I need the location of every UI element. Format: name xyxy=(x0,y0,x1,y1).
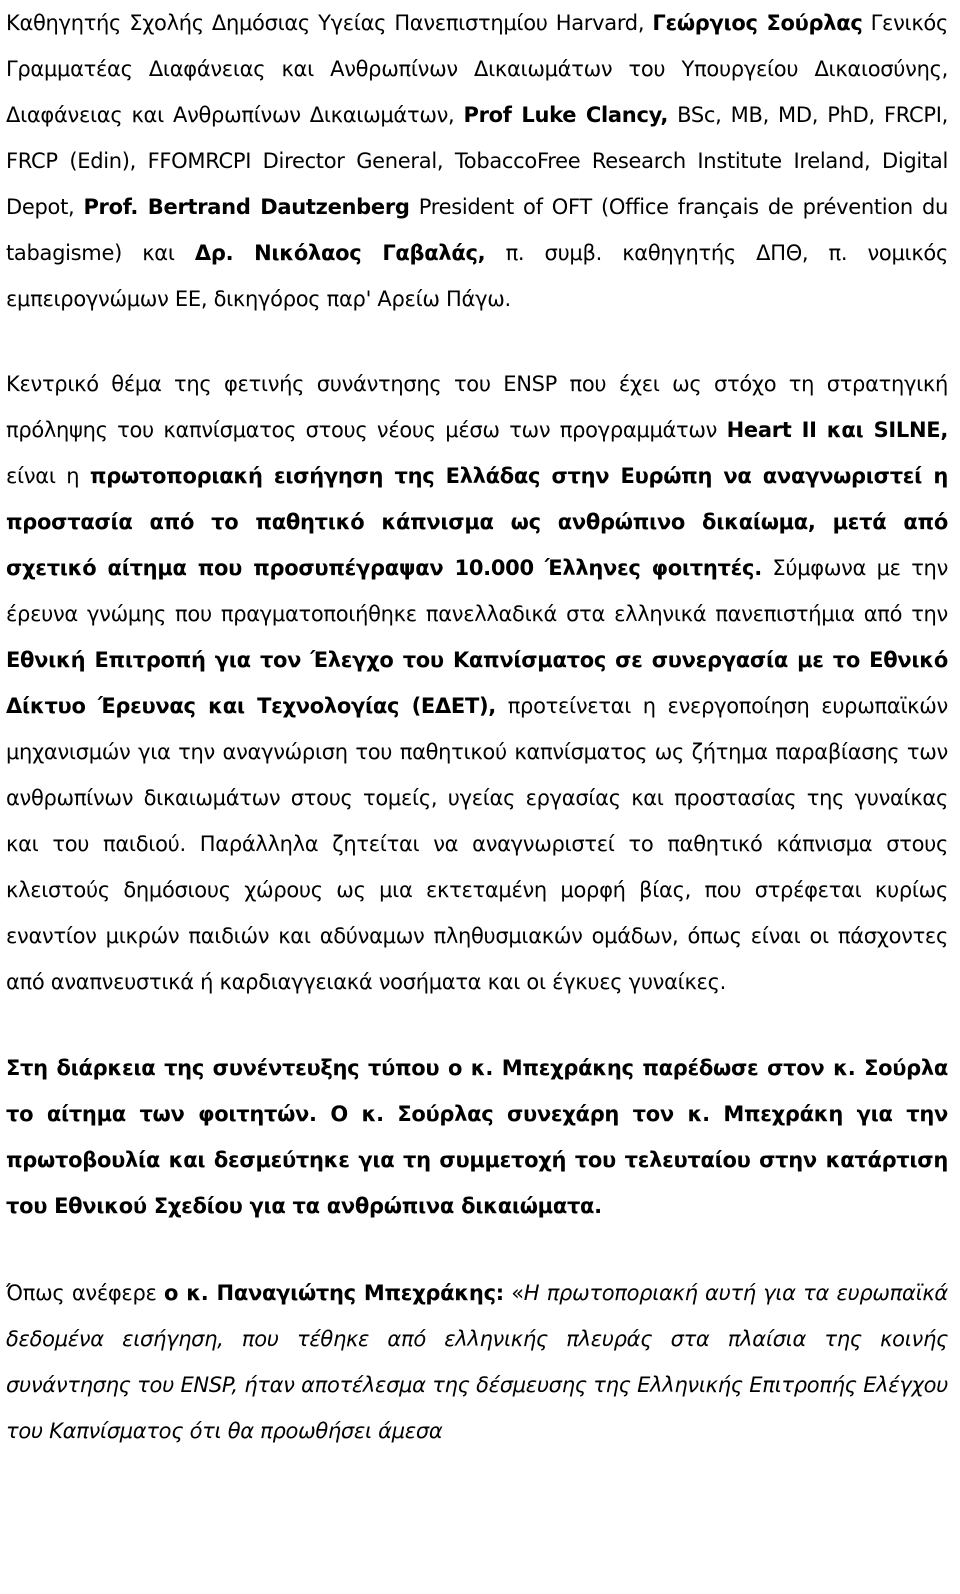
text-run: Γενικός Γραμματέας Διαφάνειας και Ανθρωπίνων Δικαιωμάτων του Υπουργείου Δικαιοσύνης, Διαφάνειας και Ανθρωπίνων Δικαιωμάτων, xyxy=(6,11,948,127)
bold-run: Στη διάρκεια της συνέντευξης τύπου ο κ. Μπεχράκης παρέδωσε στον κ. Σούρλα το αίτημα των φοιτητών. Ο κ. Σούρλας συνεχάρη τον κ. Μπεχράκη για την πρωτοβουλία και δεσμεύτηκε για τη συμμετοχή του τελευταίου στην κατάρτιση του Εθνικού Σχεδίου για τα ανθρώπινα δικαιώματα. xyxy=(6,1056,948,1218)
text-run: Κεντρικό θέμα της φετινής συνάντησης του ENSP που έχει ως στόχο τη στρατηγική πρόληψης του καπνίσματος στους νέους μέσω των προγραμμάτων xyxy=(6,372,948,442)
text-run: BSc, MB, MD, PhD, FRCPI, FRCP (Edin), FFOMRCPI Director General, TobaccoFree Research Institute Ireland, Digital Depot, xyxy=(6,103,948,219)
bold-run: πρωτοποριακή εισήγηση της Ελλάδας στην Ευρώπη να αναγνωριστεί η προστασία από το παθητικό κάπνισμα ως ανθρώπινο δικαίωμα, μετά από σχετικό αίτημα που προσυπέγραψαν 10.000 Έλληνες φοιτητές. xyxy=(6,464,948,580)
text-run: « xyxy=(503,1281,524,1305)
text-run: Όπως ανέφερε xyxy=(6,1281,164,1305)
speaker-name: Δρ. Νικόλαος Γαβαλάς, xyxy=(194,241,486,265)
speaker-name: ο κ. Παναγιώτης Μπεχράκης: xyxy=(164,1281,504,1305)
speaker-name: Γεώργιος Σούρλας xyxy=(652,11,863,35)
bold-run: Heart II και SILNE, xyxy=(726,418,948,442)
speaker-name: Prof. Bertrand Dautzenberg xyxy=(83,195,410,219)
paragraph-gap xyxy=(6,322,948,361)
paragraph-gap xyxy=(6,1005,948,1045)
main-topic-paragraph xyxy=(6,361,948,1005)
text-run: είναι η xyxy=(6,464,90,488)
speakers-paragraph xyxy=(6,0,948,322)
press-conference-paragraph xyxy=(6,1045,948,1229)
speaker-name: Prof Luke Clancy, xyxy=(463,103,669,127)
quote-text: Η πρωτοποριακή αυτή για τα ευρωπαϊκά δεδομένα εισήγηση, που τέθηκε από ελληνικής πλευράς στα πλαίσια της κοινής συνάντησης του ENSP, ήταν αποτέλεσμα της δέσμευσης της Ελληνικής Επιτροπής Ελέγχου του Καπνίσματος ότι θα προωθήσει άμεσα xyxy=(6,1281,948,1443)
text-run: προτείνεται η ενεργοποίηση ευρωπαϊκών μηχανισμών για την αναγνώριση του παθητικού καπνίσματος ως ζήτημα παραβίασης των ανθρωπίνων δικαιωμάτων στους τομείς, υγείας εργασίας και προστασίας της γυναίκας και του παιδιού. Παράλληλα ζητείται να αναγνωριστεί το παθητικό κάπνισμα στους κλειστούς δημόσιους χώρους ως μια εκτεταμένη μορφή βίας, που στρέφεται κυρίως εναντίον μικρών παιδιών και αδύναμων πληθυσμιακών ομάδων, όπως είναι οι πάσχοντες από αναπνευστικά ή καρδιαγγειακά νοσήματα και οι έγκυες γυναίκες. xyxy=(6,694,948,994)
text-run: Καθηγητής Σχολής Δημόσιας Υγείας Πανεπιστημίου Harvard, xyxy=(6,11,653,35)
text-run: π. συμβ. καθηγητής ΔΠΘ, π. νομικός εμπειρογνώμων ΕΕ, δικηγόρος παρ' Αρείω Πάγω. xyxy=(6,241,949,311)
text-run: President of OFT (Office français de prévention du tabagisme) και xyxy=(6,195,948,265)
paragraph-gap xyxy=(6,1229,948,1270)
text-run: Σύμφωνα με την έρευνα γνώμης που πραγματοποιήθηκε πανελλαδικά στα ελληνικά πανεπιστήμια από την xyxy=(6,556,948,626)
quote-paragraph xyxy=(6,1270,948,1454)
bold-run: Εθνική Επιτροπή για τον Έλεγχο του Καπνίσματος σε συνεργασία με το Εθνικό Δίκτυο Έρευνας και Τεχνολογίας (ΕΔΕΤ), xyxy=(6,648,948,718)
